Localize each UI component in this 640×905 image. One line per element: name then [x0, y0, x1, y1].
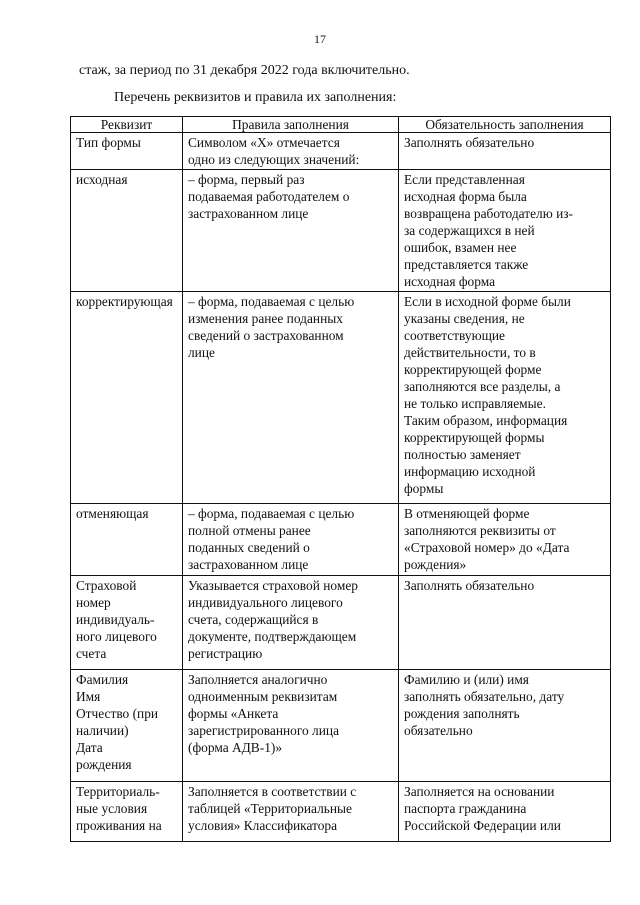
cell-text-line: Отчество (при — [76, 706, 159, 721]
cell-text-line: информацию исходной — [404, 464, 536, 479]
table-row — [71, 170, 611, 292]
cell-text-line: Имя — [76, 689, 101, 704]
obligation-cell — [399, 133, 611, 170]
requisite-cell — [71, 782, 183, 842]
cell-text-line: рождения заполнять — [404, 706, 520, 721]
cell-text-line: лице — [188, 345, 215, 360]
cell-text-line: представляется также — [404, 257, 529, 272]
cell-text-line: Если в исходной форме были — [404, 294, 571, 309]
table-header-row — [71, 117, 611, 133]
cell-text-line: корректирующая — [76, 294, 173, 309]
cell-text-line: за содержащихся в ней — [404, 223, 535, 238]
cell-text-line: В отменяющей форме — [404, 506, 530, 521]
cell-text-line: Если представленная — [404, 172, 525, 187]
cell-text-line: сведений о застрахованном — [188, 328, 344, 343]
cell-text-line: рождения» — [404, 557, 467, 572]
cell-text-line: наличии) — [76, 723, 129, 738]
cell-text-line: Страховой — [76, 578, 137, 593]
table-row — [71, 670, 611, 782]
cell-text-line: Территориаль- — [76, 784, 160, 799]
cell-text-line: Тип формы — [76, 135, 141, 150]
cell-text-line: индивидуального лицевого — [188, 595, 343, 610]
cell-text-line: корректирующей форме — [404, 362, 542, 377]
table-row — [71, 133, 611, 170]
cell-text-line: регистрацию — [188, 646, 263, 661]
cell-text-line: условия» Классификатора — [188, 818, 338, 833]
cell-text-line: Заполняется на основании — [404, 784, 555, 799]
obligation-cell — [399, 504, 611, 576]
cell-text-line: зарегистрированного лица — [188, 723, 340, 738]
obligation-cell — [399, 782, 611, 842]
rule-cell — [183, 133, 399, 170]
cell-text-line: одноименным реквизитам — [188, 689, 338, 704]
cell-text-line: – форма, подаваемая с целью — [188, 294, 355, 309]
cell-text-line: Дата — [76, 740, 103, 755]
cell-text-line: заполняются все разделы, а — [404, 379, 561, 394]
cell-text-line: ного лицевого — [76, 629, 157, 644]
requisite-cell — [71, 133, 183, 170]
cell-text-line: исходная форма — [404, 274, 496, 289]
cell-text-line: Таким образом, информация — [404, 413, 568, 428]
cell-text-line: возвращена работодателю из- — [404, 206, 573, 221]
requisite-cell — [71, 292, 183, 504]
requisites-table — [70, 116, 611, 842]
cell-text-line: формы — [404, 481, 444, 496]
cell-text-line: изменения ранее поданных — [188, 311, 343, 326]
cell-text-line: застрахованном лице — [188, 206, 309, 221]
cell-text-line: Российской Федерации или — [404, 818, 561, 833]
requisite-cell — [71, 170, 183, 292]
cell-text-line: полной отмены ранее — [188, 523, 311, 538]
cell-text-line: Символом «Х» отмечается — [188, 135, 340, 150]
cell-text-line: формы «Анкета — [188, 706, 279, 721]
cell-text-line: рождения — [76, 757, 132, 772]
cell-text-line: указаны сведения, не — [404, 311, 525, 326]
cell-text-line: не только исправляемые. — [404, 396, 546, 411]
cell-text-line: таблицей «Территориальные — [188, 801, 352, 816]
cell-text-line: заполнять обязательно, дату — [404, 689, 565, 704]
cell-text-line: паспорта гражданина — [404, 801, 527, 816]
table-row — [71, 292, 611, 504]
cell-text-line: поданных сведений о — [188, 540, 310, 555]
cell-text-line: подаваемая работодателем о — [188, 189, 350, 204]
cell-text-line: ные условия — [76, 801, 148, 816]
table-caption: Перечень реквизитов и правила их заполнения: — [114, 90, 397, 105]
table-row — [71, 782, 611, 842]
cell-text-line: обязательно — [404, 723, 473, 738]
cell-text-line: застрахованном лице — [188, 557, 309, 572]
cell-text-line: действительности, то в — [404, 345, 536, 360]
table-row — [71, 504, 611, 576]
requisite-cell — [71, 504, 183, 576]
cell-text-line: – форма, подаваемая с целью — [188, 506, 355, 521]
cell-text-line: индивидуаль- — [76, 612, 155, 627]
requisite-cell — [71, 576, 183, 670]
cell-text-line: Заполнять обязательно — [404, 578, 535, 593]
intro-text: стаж, за период по 31 декабря 2022 года включительно. — [79, 63, 410, 78]
cell-text-line: счета — [76, 646, 107, 661]
rule-cell — [183, 170, 399, 292]
cell-text-line: номер — [76, 595, 111, 610]
cell-text-line: счета, содержащийся в — [188, 612, 319, 627]
cell-text-line: Указывается страховой номер — [188, 578, 358, 593]
cell-text-line: проживания на — [76, 818, 162, 833]
header-filling-rules: Правила заполнения — [183, 117, 399, 133]
cell-text-line: «Страховой номер» до «Дата — [404, 540, 570, 555]
rule-cell — [183, 576, 399, 670]
cell-text-line: исходная — [76, 172, 128, 187]
cell-text-line: Заполняется аналогично — [188, 672, 328, 687]
obligation-cell — [399, 670, 611, 782]
cell-text-line: исходная форма была — [404, 189, 527, 204]
cell-text-line: – форма, первый раз — [188, 172, 305, 187]
rule-cell — [183, 292, 399, 504]
rule-cell — [183, 782, 399, 842]
cell-text-line: заполняются реквизиты от — [404, 523, 556, 538]
cell-text-line: Заполнять обязательно — [404, 135, 535, 150]
rule-cell — [183, 670, 399, 782]
cell-text-line: ошибок, взамен нее — [404, 240, 517, 255]
obligation-cell — [399, 292, 611, 504]
cell-text-line: отменяющая — [76, 506, 149, 521]
obligation-cell — [399, 170, 611, 292]
cell-text-line: одно из следующих значений: — [188, 152, 360, 167]
cell-text-line: Заполняется в соответствии с — [188, 784, 357, 799]
cell-text-line: полностью заменяет — [404, 447, 521, 462]
cell-text-line: (форма АДВ-1)» — [188, 740, 283, 755]
header-obligation: Обязательность заполнения — [399, 117, 611, 133]
cell-text-line: документе, подтверждающем — [188, 629, 357, 644]
page-number: 17 — [314, 32, 326, 46]
cell-text-line: соответствующие — [404, 328, 505, 343]
obligation-cell — [399, 576, 611, 670]
cell-text-line: Фамилию и (или) имя — [404, 672, 529, 687]
requisite-cell — [71, 670, 183, 782]
cell-text-line: Фамилия — [76, 672, 129, 687]
rule-cell — [183, 504, 399, 576]
cell-text-line: корректирующей формы — [404, 430, 545, 445]
header-requisite: Реквизит — [71, 117, 183, 133]
table-row — [71, 576, 611, 670]
